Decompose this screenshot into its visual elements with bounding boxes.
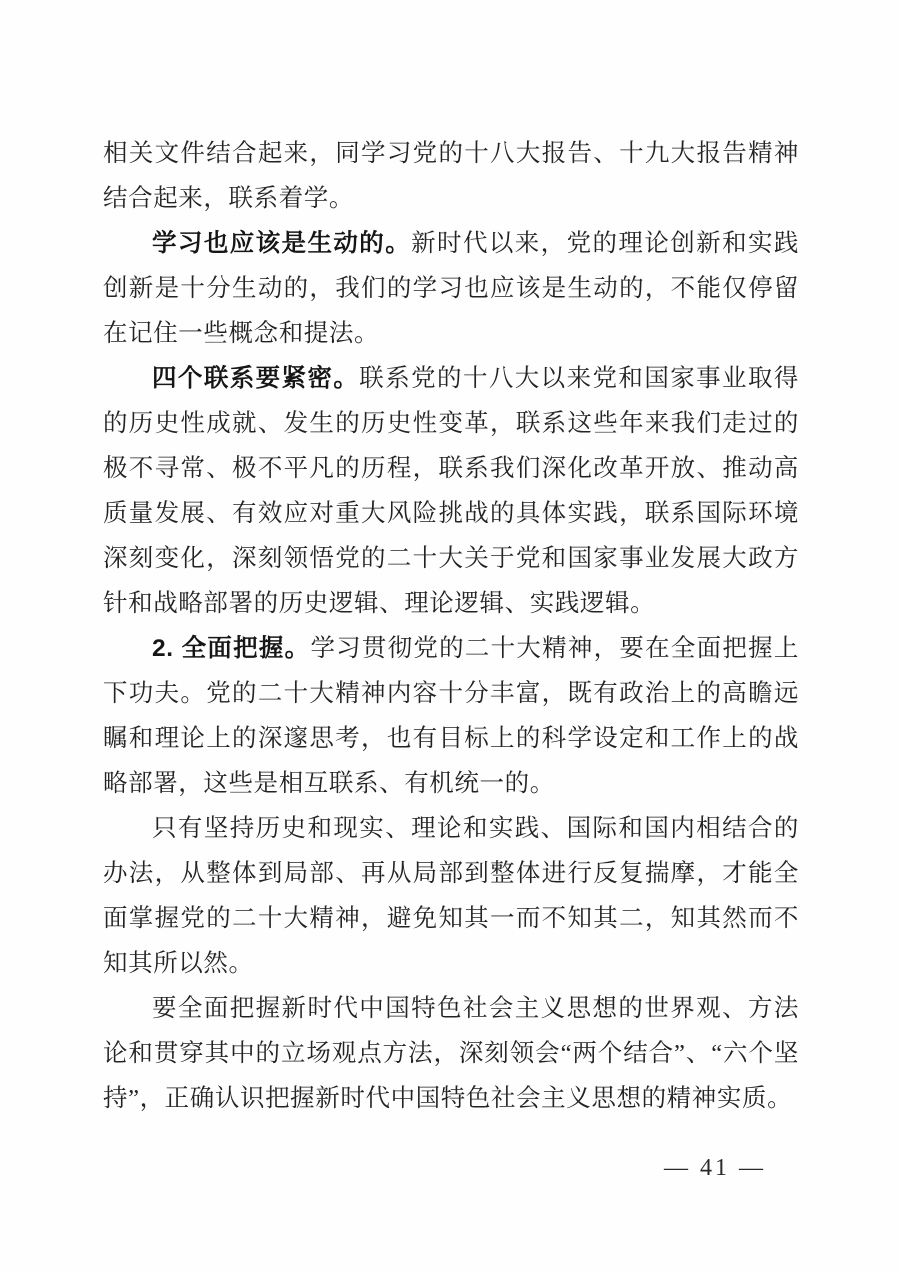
paragraph [103,806,799,986]
paragraph-text: 联系党的十八大以来党和国家事业取得的历史性成就、发生的历史性变革，联系这些年来我们走过的极不寻常、极不平凡的历程，联系我们深化改革开放、推动高质量发展、有效应对重大风险挑战的具体实践，联系国际环境深刻变化，深刻领悟党的二十大关于党和国家事业发展大政方针和战略部署的历史逻辑、理论逻辑、实践逻辑。 [103,365,799,617]
paragraph [103,131,799,221]
paragraph-lead: 学习也应该是生动的。 [152,230,412,257]
paragraph-lead: 四个联系要紧密。 [152,365,360,392]
paragraph [103,986,799,1121]
page-number: — 41 — [664,1155,766,1181]
paragraph-lead: 2. 全面把握。 [152,635,311,662]
paragraph-text: 只有坚持历史和现实、理论和实践、国际和国内相结合的办法，从整体到局部、再从局部到整体进行反复揣摩，才能全面掌握党的二十大精神，避免知其一而不知其二，知其然而不知其所以然。 [103,815,799,977]
paragraph [103,356,799,626]
document-body [103,131,799,1121]
paragraph-text: 学习贯彻党的二十大精神，要在全面把握上下功夫。党的二十大精神内容十分丰富，既有政治上的高瞻远瞩和理论上的深邃思考，也有目标上的科学设定和工作上的战略部署，这些是相互联系、有机统一的。 [103,635,799,797]
paragraph [103,626,799,806]
paragraph-text: 新时代以来，党的理论创新和实践创新是十分生动的，我们的学习也应该是生动的，不能仅停留在记住一些概念和提法。 [103,230,799,347]
paragraph [103,221,799,356]
page-footer [664,1146,766,1191]
paragraph-text: 相关文件结合起来，同学习党的十八大报告、十九大报告精神结合起来，联系着学。 [103,140,799,212]
paragraph-text: 要全面把握新时代中国特色社会主义思想的世界观、方法论和贯穿其中的立场观点方法，深刻领会“两个结合”、“六个坚持”，正确认识把握新时代中国特色社会主义思想的精神实质。 [103,995,799,1112]
